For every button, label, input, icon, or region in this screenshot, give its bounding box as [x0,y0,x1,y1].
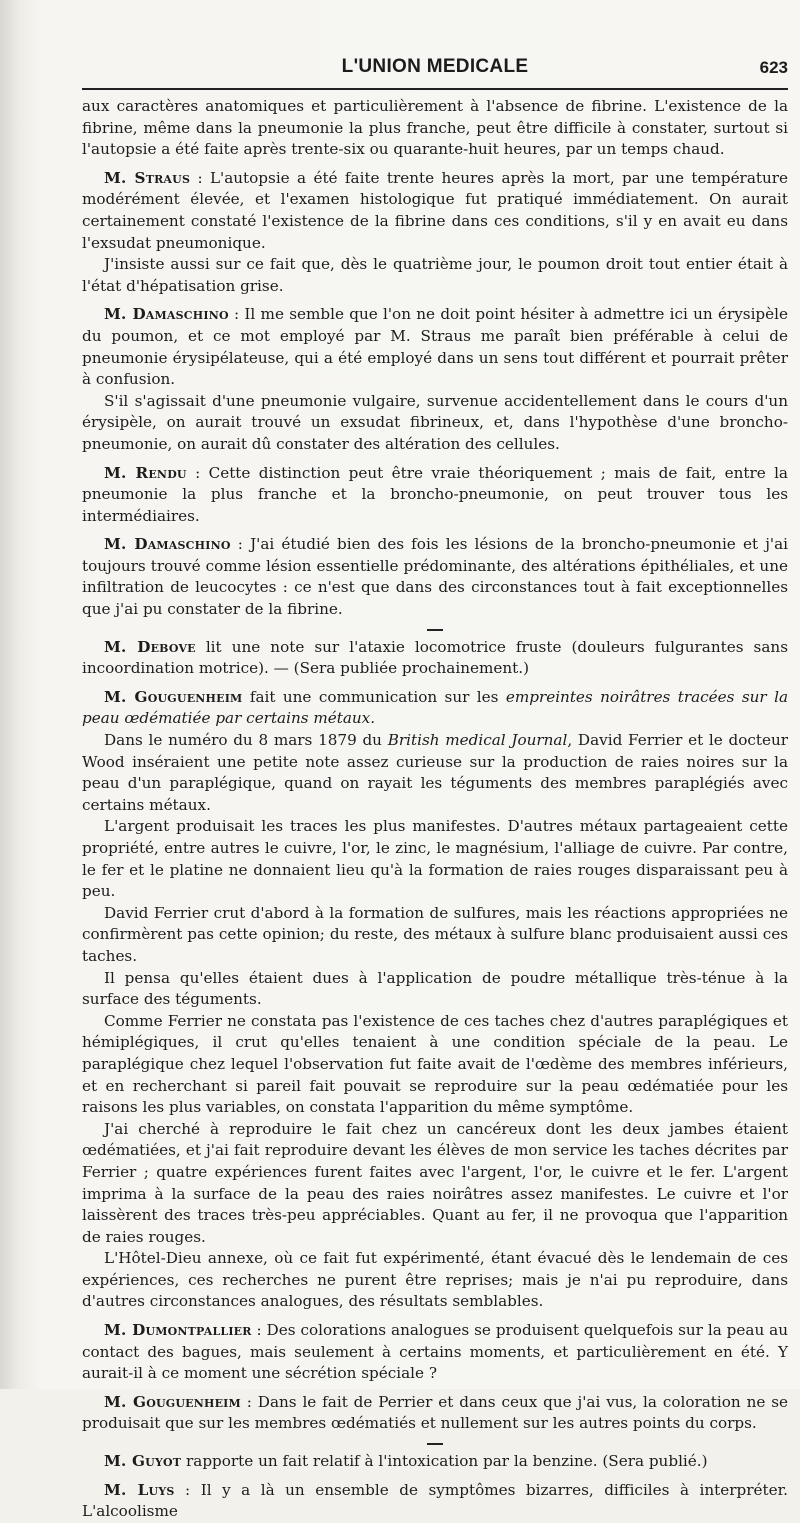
article-body [82,96,788,1523]
speaker-name: M. Debove [104,637,196,656]
header-rule [82,88,788,90]
paragraph: Dans le numéro du 8 mars 1879 du British medical Journal, David Ferrier et le docteur Wood inséraient une petite note assez curieuse sur la production de raies noires sur la peau d'un paraplégique, quand on rayait les téguments des membres paraplégiés avec certains métaux. [82,731,788,814]
paragraph: M. Straus : L'autopsie a été faite trente heures après la mort, par une température modérément élevée, et l'examen histologique fut pratiqué immédiatement. On aurait certainement constaté l'existence de la fibrine dans ces conditions, s'il y en avait eu dans l'exsudat pneumonique. [82,168,789,252]
paragraph: L'Hôtel-Dieu annexe, où ce fait fut expérimenté, étant évacué dès le lendemain de ces expériences, ces recherches ne purent être reprises; mais je n'ai pu reproduire, dans d'autres circonstances analogues, des résultats semblables. [82,1249,788,1311]
section-separator [427,629,443,631]
journal-title: British medical Journal [387,731,568,750]
communication-title: empreintes noirâtres tracées sur la peau œdématiée par certains métaux. [82,687,788,728]
speaker-name: M. Gouguenheim [104,1392,241,1411]
paragraph: J'ai cherché à reproduire le fait chez un cancéreux dont les deux jambes étaient œdématiées, et j'ai fait reproduire devant les élèves de mon service les taches décrites par Ferrier ; quatre expériences furent faites avec l'argent, l'or, le cuivre et le fer. L'argent imprima à la surface de la peau des raies noirâtres assez manifestes. Le cuivre et l'or laissèrent des traces très-peu appréciables. Quant au fer, il ne provoqua que l'apparition de raies rouges. [82,1119,788,1246]
paragraph: M. Damaschino : J'ai étudié bien des fois les lésions de la broncho-pneumonie et j'ai toujours trouvé comme lésion essentielle prédominante, des altérations épithéliales, et une infiltration de leucocytes : ce n'est que dans des circonstances tout à fait exceptionnelles que j'ai pu constater de la fibrine. [82,535,789,619]
running-title: L'UNION MEDICALE [341,56,529,77]
paragraph: M. Luys : Il y a là un ensemble de symptômes bizarres, difficiles à interpréter. L'alcoolisme [82,1480,788,1521]
page-number: 623 [759,58,788,77]
page-header [82,56,788,84]
speaker-name: M. Straus [104,168,191,187]
paragraph: M. Rendu : Cette distinction peut être vraie théoriquement ; mais de fait, entre la pneumonie la plus franche et la broncho-pneumonie, on peut trouver tous les intermédiaires. [82,463,788,525]
paragraph: M. Gouguenheim fait une communication sur les empreintes noirâtres tracées sur la peau œdématiée par certains métaux. [82,687,788,728]
paragraph: Il pensa qu'elles étaient dues à l'application de poudre métallique très-ténue à la surface des téguments. [82,968,788,1009]
paragraph: L'argent produisait les traces les plus manifestes. D'autres métaux partageaient cette propriété, entre autres le cuivre, l'or, le zinc, le magnésium, l'alliage de cuivre. Par contre, le fer et le platine ne donnaient lieu qu'à la formation de raies rouges disparaissant peu à peu. [82,817,788,901]
paragraph: M. Guyot rapporte un fait relatif à l'intoxication par la benzine. (Sera publié.) [104,1452,708,1471]
paragraph: aux caractères anatomiques et particulièrement à l'absence de fibrine. L'existence de la fibrine, même dans la pneumonie la plus franche, peut être difficile à constater, surtout si l'autopsie a été faite après trente-six ou quarante-huit heures, par un temps chaud. [82,97,788,159]
paragraph: M. Debove lit une note sur l'ataxie locomotrice fruste (douleurs fulgurantes sans incoordination motrice). — (Sera publiée prochainement.) [82,637,788,678]
speaker-name: M. Damaschino [104,535,231,554]
paragraph: M. Dumontpallier : Des colorations analogues se produisent quelquefois sur la peau au contact des bagues, mais seulement à certains moments, et particulièrement en été. Y aurait-il à ce moment une sécrétion spéciale ? [82,1321,788,1383]
paragraph: David Ferrier crut d'abord à la formation de sulfures, mais les réactions appropriées ne confirmèrent pas cette opinion; du reste, des métaux à sulfure blanc produisaient aussi ces taches. [82,903,788,965]
paragraph: M. Damaschino : Il me semble que l'on ne doit point hésiter à admettre ici un érysipèle du poumon, et ce mot employé par M. Straus me paraît bien préférable à celui de pneumonie érysipélateuse, qui a été employé dans un sens tout différent et pourrait prêter à confusion. [82,305,788,389]
speaker-name: M. Rendu [104,463,187,482]
paragraph: M. Gouguenheim : Dans le fait de Perrier et dans ceux que j'ai vus, la coloration ne se produisait que sur les membres œdématiés et nullement sur les autres points du corps. [82,1392,788,1433]
speaker-name: M. Gouguenheim [104,687,243,706]
paragraph: J'insiste aussi sur ce fait que, dès le quatrième jour, le poumon droit tout entier était à l'état d'hépatisation grise. [82,255,788,295]
paragraph: S'il s'agissait d'une pneumonie vulgaire, survenue accidentellement dans le cours d'un érysipèle, on aurait trouvé un exsudat fibrineux, et, dans l'hypothèse d'une broncho-pneumonie, on aurait dû constater des altération des cellules. [82,391,788,453]
speaker-name: M. Luys [104,1480,175,1499]
speaker-name: M. Dumontpallier [104,1321,252,1340]
speaker-name: M. Damaschino [104,305,229,324]
speaker-name: M. Guyot [104,1452,182,1471]
paragraph: Comme Ferrier ne constata pas l'existence de ces taches chez d'autres paraplégiques et hémiplégiques, il crut qu'elles tenaient à une condition spéciale de la peau. Le paraplégique chez lequel l'observation fut faite avait de l'œdème des membres inférieurs, et en recherchant si pareil fait pouvait se reproduire sur la peau œdématiée pour les raisons les plus variables, on constata l'apparition du même symptôme. [82,1011,788,1117]
section-separator [427,1443,443,1445]
